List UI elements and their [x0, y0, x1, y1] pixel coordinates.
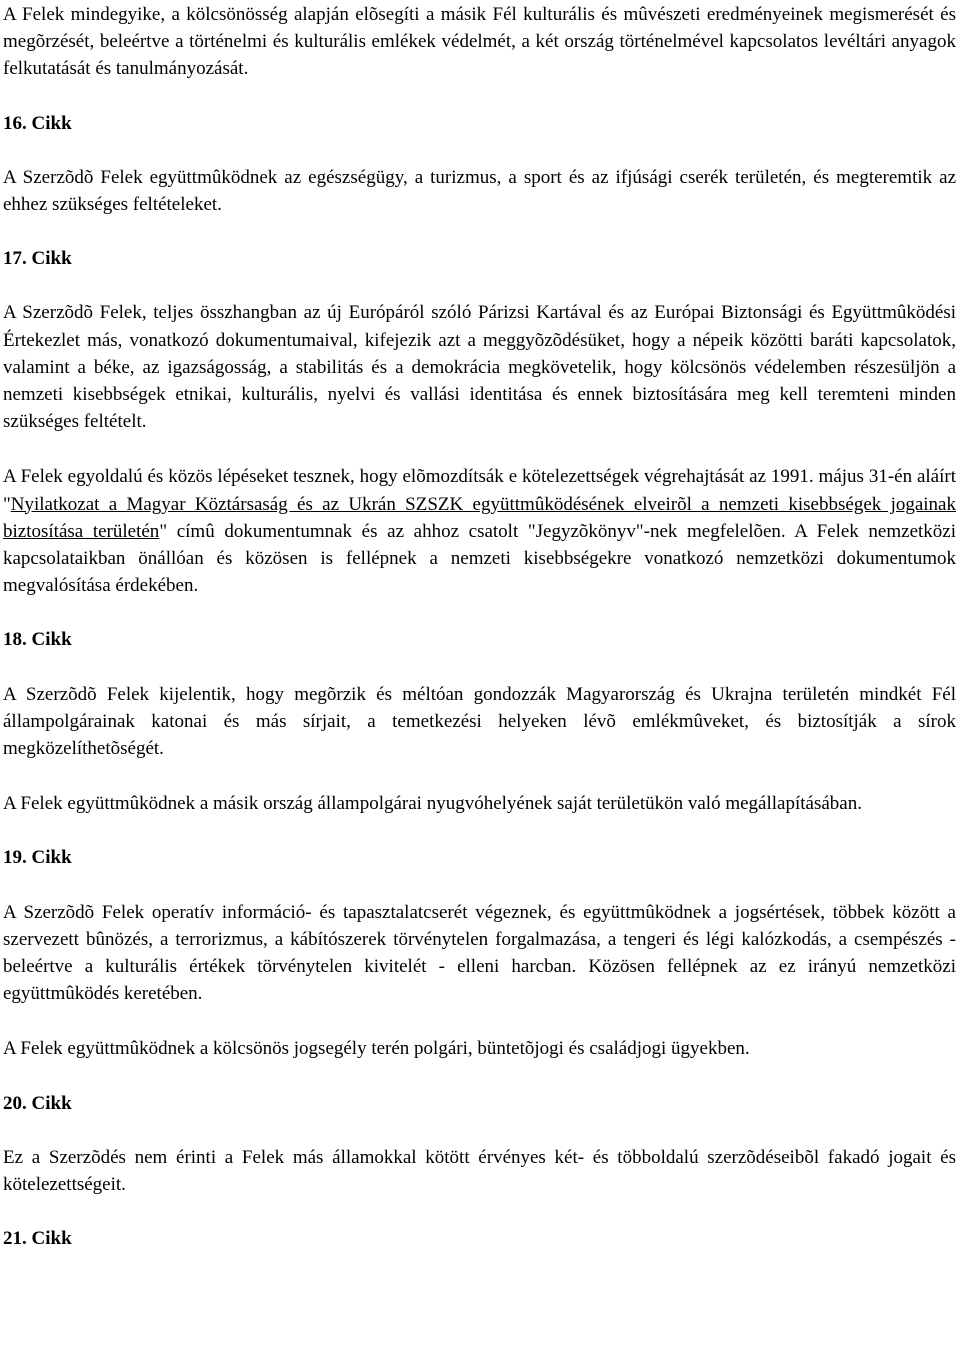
article-18-paragraph-2: A Felek együttmûködnek a másik ország állampolgárai nyugvóhelyének saját területükön való megállapításában.: [3, 793, 862, 815]
article-19-heading: 19. Cikk: [3, 847, 72, 869]
article-19-paragraph-2: A Felek együttmûködnek a kölcsönös jogsegély terén polgári, büntetõjogi és családjogi ügyekben.: [3, 1038, 750, 1060]
article-17-heading: 17. Cikk: [3, 248, 72, 270]
article-17-paragraph-2-start: A Felek egyoldalú és közös lépéseket tesznek, hogy elõmozdítsák e kötelezettségek végrehajtását az 1991. május 31-én aláírt ": [3, 466, 956, 515]
article-20-heading: 20. Cikk: [3, 1092, 72, 1114]
article-16-paragraph-1: A Szerzõdõ Felek együttmûködnek az egészségügy, a turizmus, a sport és az ifjúsági cserék területén, és megteremtik az ehhez szükséges feltételeket.: [3, 166, 956, 216]
intro-paragraph: A Felek mindegyike, a kölcsönösség alapján elõsegíti a másik Fél kulturális és mûvészeti eredményeinek megismerését és megõrzését, beleértve a történelmi és kulturális emlékek védelmét, a két ország történelmével kapcsolatos levéltári anyagok felkutatását és tanulmányozását.: [3, 4, 956, 80]
article-18-heading: 18. Cikk: [3, 629, 72, 651]
article-19-paragraph-1: A Szerzõdõ Felek operatív információ- és tapasztalatcserét végeznek, és együttmûködnek a jogsértések, többek között a szervezett bûnözés, a terrorizmus, a kábítószerek törvénytelen forgalmazása, a tengeri és légi kalózkodás, a csempészés - beleértve a kulturális értékek törvénytelen kivitelét - elleni harcban. Közösen fellépnek az ez irányú nemzetközi együttmûködés keretében.: [3, 901, 956, 1005]
article-18-paragraph-1: A Szerzõdõ Felek kijelentik, hogy megõrzik és méltóan gondozzák Magyarország és Ukrajna területén mindkét Fél állampolgárainak katonai és más sírjait, a temetkezési helyeken lévõ emlékmûveket, és biztosítják a sírok megközelíthetõségét.: [3, 683, 956, 760]
article-20-paragraph-1: Ez a Szerzõdés nem érinti a Felek más államokkal kötött érvényes két- és többoldalú szerzõdéseibõl fakadó jogait és kötelezettségeit.: [3, 1146, 956, 1196]
article-16-heading: 16. Cikk: [3, 112, 72, 134]
article-21-heading: 21. Cikk: [3, 1228, 72, 1250]
declaration-title-link[interactable]: Nyilatkozat a Magyar Köztársaság és az Ukrán SZSZK együttmûködésének elveirõl a nemzeti kisebbségek jogainak biztosítása területén: [3, 493, 956, 542]
article-17-paragraph-1: A Szerzõdõ Felek, teljes összhangban az új Európáról szóló Párizsi Kartával és az Európai Biztonsági és Együttmûködési Értekezlet más, vonatkozó dokumentumaival, kifejezik azt a meggyõzõdésüket, hogy a népeik közötti baráti kapcsolatok, valamint a béke, az igazságosság, a stabilitás és a demokrácia megkövetelik, hogy kölcsönös védelemben részesüljön a nemzeti kisebbségek etnikai, kulturális, nyelvi és vallási identitása és ennek biztosítására meg kell teremteni minden szükséges feltételt.: [3, 302, 956, 433]
article-17-paragraph-2: [3, 463, 956, 599]
article-17-paragraph-2-end: " címû dokumentumnak és az ahhoz csatolt "Jegyzõkönyv"-nek megfelelõen. A Felek nemzetközi kapcsolataikban önállóan és közösen is fellépnek a nemzeti kisebbségekre vonatkozó nemzetközi dokumentumok megvalósítása érdekében.: [3, 520, 956, 597]
